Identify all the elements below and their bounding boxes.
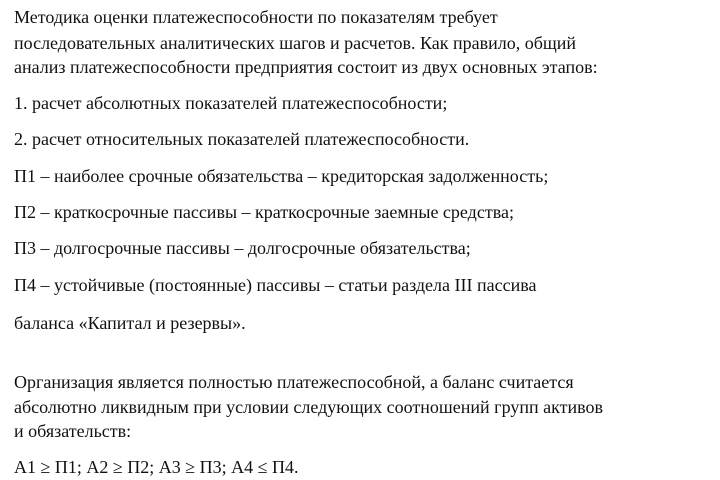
conclusion-line-3: и обязательств:: [14, 421, 132, 441]
conclusion-line-2: абсолютно ликвидным при условии следующих соотношений групп активов: [14, 397, 603, 417]
step-item-2: 2. расчет относительных показателей платежеспособности.: [14, 129, 470, 149]
intro-line-2: последовательных аналитических шагов и расчетов. Как правило, общий: [14, 33, 576, 53]
liability-item-p1: П1 – наиболее срочные обязательства – кредиторская задолженность;: [14, 166, 549, 186]
liability-item-p4: П4 – устойчивые (постоянные) пассивы – статьи раздела III пассива: [14, 275, 537, 295]
liability-item-p4-cont: баланса «Капитал и резервы».: [14, 313, 246, 333]
intro-line-1: Методика оценки платежеспособности по показателям требует: [14, 7, 498, 27]
liability-item-p3: П3 – долгосрочные пассивы – долгосрочные обязательства;: [14, 238, 471, 258]
formula-line: А1 ≥ П1; А2 ≥ П2; А3 ≥ П3; А4 ≤ П4.: [14, 457, 299, 477]
step-item-1: 1. расчет абсолютных показателей платежеспособности;: [14, 93, 448, 113]
liability-item-p2: П2 – краткосрочные пассивы – краткосрочные заемные средства;: [14, 202, 514, 222]
intro-line-3: анализ платежеспособности предприятия состоит из двух основных этапов:: [14, 57, 598, 77]
conclusion-line-1: Организация является полностью платежеспособной, а баланс считается: [14, 372, 574, 392]
